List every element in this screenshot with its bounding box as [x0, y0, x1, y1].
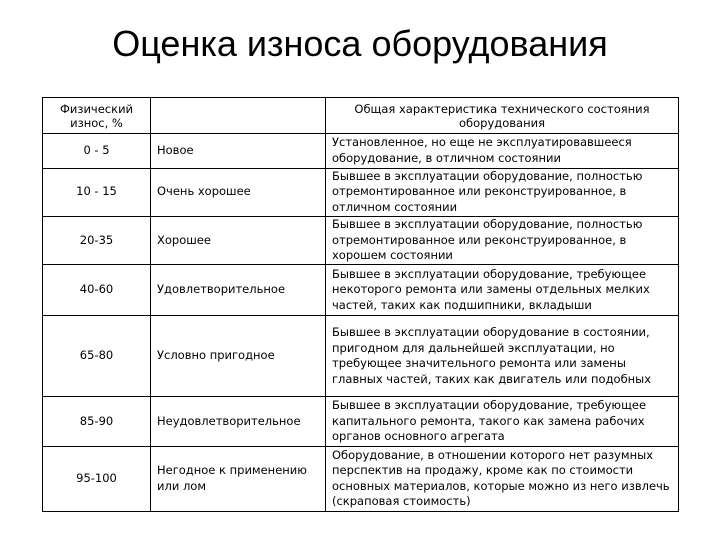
- page-title: Оценка износа оборудования: [112, 23, 608, 64]
- wear-cell: 85-90: [43, 397, 151, 447]
- condition-cell: Удовлетворительное: [151, 265, 326, 316]
- table-row: [43, 134, 679, 169]
- header-description: Общая характеристика технического состояния оборудования: [326, 98, 679, 134]
- description-cell: Бывшее в эксплуатации оборудование, требующее некоторого ремонта или замены отдельных мелких частей, таких как подшипники, вкладыши: [326, 265, 679, 316]
- wear-cell: 20-35: [43, 216, 151, 264]
- description-cell: Оборудование, в отношении которого нет разумных перспектив на продажу, кроме как по стоимости основных материалов, которые можно из него извлечь (скраповая стоимость): [326, 446, 679, 511]
- description-cell: Установленное, но еще не эксплуатировавшееся оборудование, в отличном состоянии: [326, 134, 679, 169]
- condition-cell: Очень хорошее: [151, 168, 326, 216]
- description-cell: Бывшее в эксплуатации оборудование, полностью отремонтированное или реконструированное, в хорошем состоянии: [326, 216, 679, 264]
- condition-cell: Негодное к применению или лом: [151, 446, 326, 511]
- wear-assessment-table: [42, 97, 679, 512]
- header-wear: Физический износ, %: [43, 98, 151, 134]
- header-condition: [151, 98, 326, 134]
- condition-cell: Условно пригодное: [151, 315, 326, 396]
- wear-cell: 65-80: [43, 315, 151, 396]
- condition-cell: Неудовлетворительное: [151, 397, 326, 447]
- wear-cell: 10 - 15: [43, 168, 151, 216]
- table-row: [43, 446, 679, 511]
- table-row: [43, 216, 679, 264]
- table-row: [43, 168, 679, 216]
- table-row: [43, 315, 679, 396]
- wear-cell: 40-60: [43, 265, 151, 316]
- description-cell: Бывшее в эксплуатации оборудование, полностью отремонтированное или реконструированное, в отличном состоянии: [326, 168, 679, 216]
- wear-assessment-table-container: [42, 97, 678, 512]
- table-row: [43, 265, 679, 316]
- condition-cell: Хорошее: [151, 216, 326, 264]
- description-cell: Бывшее в эксплуатации оборудование в состоянии, пригодном для дальнейшей эксплуатации, но требующее значительного ремонта или замены главных частей, таких как двигатель или подобных: [326, 315, 679, 396]
- wear-cell: 95-100: [43, 446, 151, 511]
- wear-cell: 0 - 5: [43, 134, 151, 169]
- condition-cell: Новое: [151, 134, 326, 169]
- description-cell: Бывшее в эксплуатации оборудование, требующее капитального ремонта, такого как замена рабочих органов основного агрегата: [326, 397, 679, 447]
- header-row: [43, 98, 679, 134]
- table-row: [43, 397, 679, 447]
